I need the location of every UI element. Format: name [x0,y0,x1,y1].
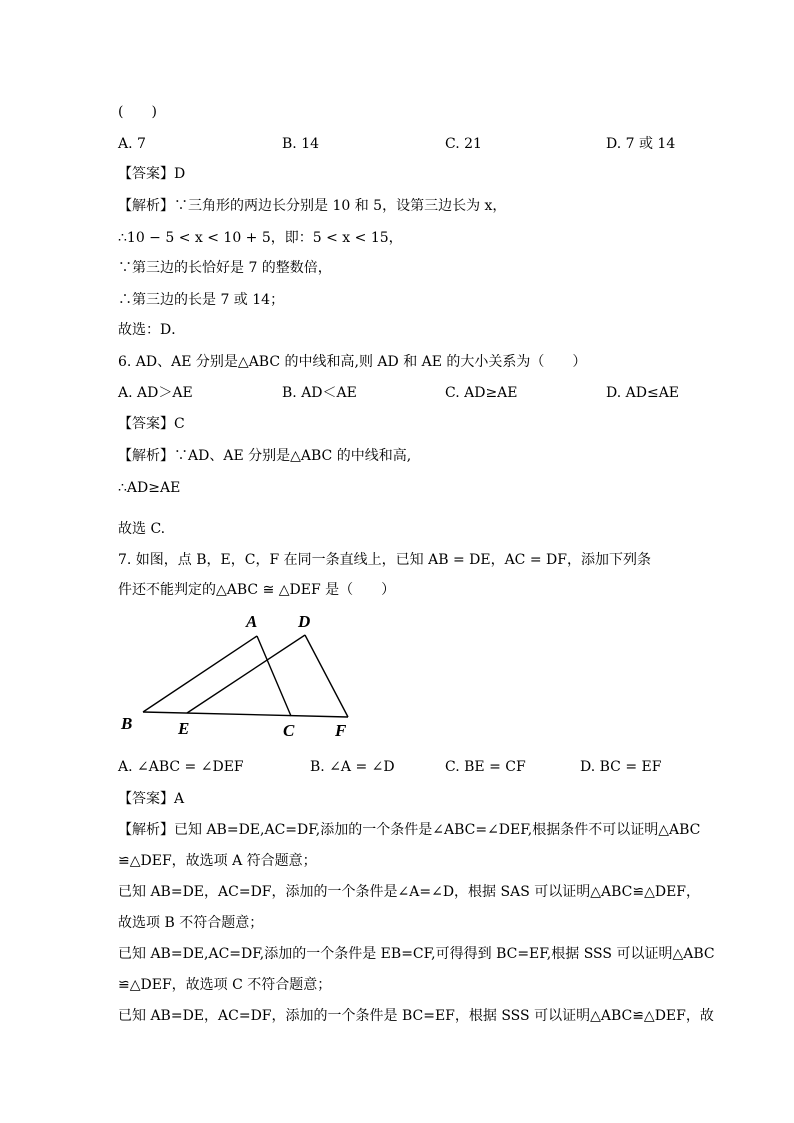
q7-option-c: C. BE = CF [445,759,526,775]
q5-analysis-line: ∴10 − 5 < x < 10 + 5，即：5 < x < 15， [118,230,403,246]
q5-paren: ( ) [118,104,157,120]
q7-analysis-line: 故选项 B 不符合题意； [118,915,264,931]
q7-analysis-line: 已知 AB=DE，AC=DF，添加的一个条件是∠A=∠D，根据 SAS 可以证明△ABC≌△DEF， [118,884,701,900]
q7-analysis-line: 【解析】已知 AB=DE,AC=DF,添加的一个条件是∠ABC=∠DEF,根据条件不可以证明△ABC [118,822,701,838]
q6-option-c: C. AD≥AE [445,385,518,401]
q7-stem-line1: 7. 如图，点 B，E，C，F 在同一条直线上，已知 AB = DE，AC = DF，添加下列条 [118,552,651,568]
point-label-c: C [283,721,295,740]
q5-analysis-line: 故选：D． [118,322,186,338]
q7-option-b: B. ∠A = ∠D [310,759,395,775]
q5-analysis-line: ∴第三边的长是 7 或 14； [118,292,285,308]
line-segment-df [305,635,348,717]
line-segment-bf [143,712,348,717]
q7-analysis-line: ≌△DEF，故选项 A 符合题意； [118,853,317,869]
q5-option-d: D. 7 或 14 [606,136,676,152]
q7-option-d: D. BC = EF [580,759,662,775]
q6-analysis-line: 故选 C. [118,521,166,537]
q6-analysis-line: 【解析】∵AD、AE 分别是△ABC 的中线和高, [118,448,412,464]
q7-stem-line2: 件还不能判定的△ABC ≅ △DEF 是（ ） [118,582,396,598]
line-segment-ba [143,636,257,712]
triangle-figure [110,605,370,745]
point-label-e: E [178,719,190,738]
q7-analysis-line: 已知 AB=DE,AC=DF,添加的一个条件是 EB=CF,可得得到 BC=EF,根据 SSS 可以证明△ABC [118,946,715,962]
q7-option-a: A. ∠ABC = ∠DEF [118,759,244,775]
q6-answer: 【答案】C [118,416,185,432]
q6-option-b: B. AD＜AE [282,385,357,401]
q7-answer: 【答案】A [118,791,185,807]
q6-stem: 6. AD、AE 分别是△ABC 的中线和高,则 AD 和 AE 的大小关系为（ ） [118,354,587,370]
q5-option-b: B. 14 [282,136,320,152]
q5-analysis-line: ∵第三边的长恰好是 7 的整数倍， [118,260,332,276]
q5-analysis-line: 【解析】∵三角形的两边长分别是 10 和 5，设第三边长为 x， [118,198,507,214]
q6-option-a: A. AD＞AE [118,385,193,401]
q7-analysis-line: 已知 AB=DE，AC=DF，添加的一个条件是 BC=EF，根据 SSS 可以证明△ABC≌△DEF，故 [118,1008,714,1024]
q5-answer: 【答案】D [118,166,186,182]
point-label-a: A [246,612,258,631]
q6-option-d: D. AD≤AE [606,385,680,401]
line-segment-ed [187,635,305,713]
q5-option-c: C. 21 [445,136,482,152]
q6-analysis-line: ∴AD≥AE [118,480,181,496]
point-label-f: F [335,721,347,740]
q7-analysis-line: ≌△DEF，故选项 C 不符合题意； [118,977,332,993]
point-label-d: D [298,612,311,631]
q5-option-a: A. 7 [118,136,146,152]
point-label-b: B [121,714,133,733]
